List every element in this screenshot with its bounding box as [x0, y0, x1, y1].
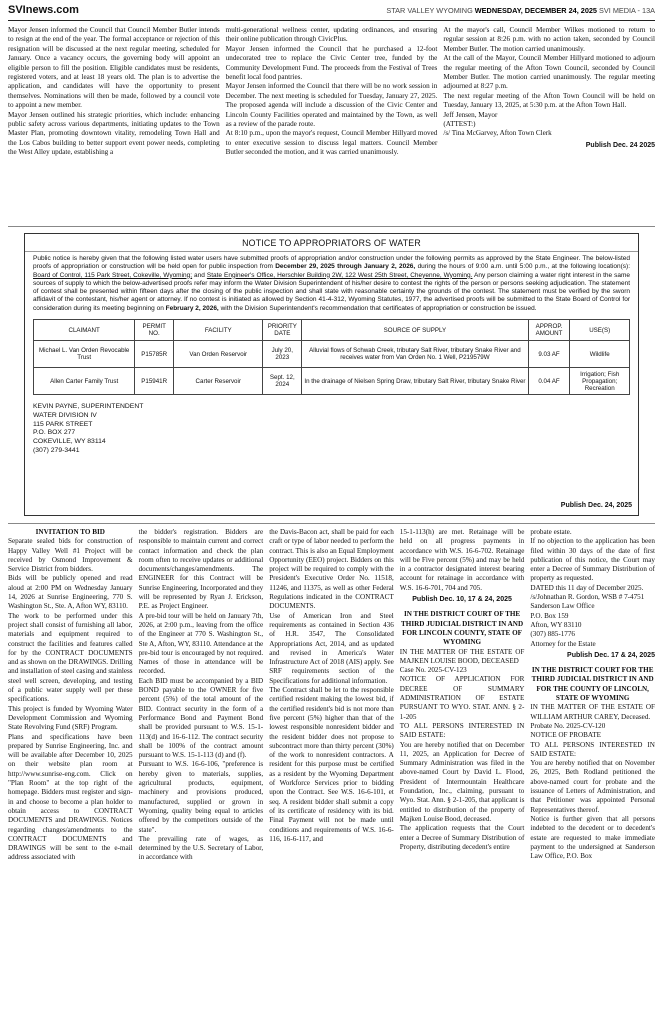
table-header-row — [34, 320, 630, 341]
address-line: P.O. Box 159 — [530, 611, 569, 620]
signature-line: Jeff Jensen, Mayor — [443, 110, 498, 119]
publish-line: Publish Dec. 17 & 24, 2025 — [567, 651, 655, 659]
bid-col-1 — [8, 528, 133, 863]
paragraph: Mayor Jensen informed the Council that he purchased a 12-foot undecorated tree to replace the Civic Center tree, funded by the Community Development Fund. The proceeds from the Festival of Trees benefit local food pantries. — [225, 44, 438, 82]
address-line: (307) 279-3441 — [33, 447, 80, 455]
paragraph: NOTICE OF APPLICATION FOR DECREE OF SUMMARY ADMINISTRATION OF ESTATE PURSUANT TO WYO. STAT. ANN. § 2-1-205 — [399, 675, 525, 721]
location-2: State Engineer's Office, Herschler Building 2W, 122 West 25th Street, Cheyenne, Wyoming. — [206, 271, 473, 279]
paragraph: IN THE MATTER OF THE ESTATE OF MAJKEN LOUISE BOOD, DECEASED — [399, 647, 525, 665]
paragraph: /s/Johnathan R. Gordon, WSB # 7-4751 — [530, 593, 645, 602]
court-heading: IN THE DISTRICT COURT FOR THE THIRD JUDICIAL DISTRICT IN AND FOR THE COUNTY OF LINCOLN, STATE OF WYOMING — [531, 666, 654, 703]
paragraph: Notice is further given that all persons indebted to the decedent or to decedent's estate are requested to make immediate payment to the undersigned at Sanderson Law Office, P.O. Box — [530, 814, 655, 861]
signature-line: (ATTEST:) — [443, 120, 476, 129]
paragraph: Mayor Jensen informed the Council that Council Member Butler intends to resign at the end of the year. The formal acceptance or rejection of this resignation will be discussed at the next regular meeting, scheduled for January. Once a vacancy occurs, the governing body will appoint an eligible person to fill the position. Eligible candidates must be residents, registered voters, and at least 18 years old. The plan is to advertise the application, and candidates will have the opportunity to present themselves. Nominations will then be made, followed by a council vote to appoint a new member. — [8, 26, 220, 110]
paragraph: probate estate. — [530, 528, 572, 536]
signature-line: /s/ Tina McGarvey, Afton Town Clerk — [443, 129, 552, 138]
table-cell: Wildlife — [570, 341, 630, 368]
paragraph: At 8:10 p.m., upon the mayor's request, Council Member Hillyard moved to enter executive session to discuss legal matters. Council Member Butler seconded the motion, and it was carried unanimously. — [225, 129, 438, 157]
paragraph: NOTICE OF PROBATE — [530, 731, 601, 740]
paragraph: Probate No. 2025-CV-120 — [530, 721, 606, 730]
paragraph: The next regular meeting of the Afton Town Council will be held on Tuesday, January 13, 2025, at 5:30 p.m. at the Afton Town Hall. — [443, 91, 656, 110]
publish-line: Publish Dec. 24 2025 — [585, 141, 656, 149]
paragraph: the bidder's registration. Bidders are responsible to maintain current and correct contact information and check the plan room often to receive updates or additional documents/changes/amendments. The ENGINEER for this Contract will be Sunrise Engineering, Incorporated and they will be represented by Ryan J. Erickson, P.E. as Project Engineer. — [138, 528, 264, 611]
table-cell: July 20, 2023 — [263, 341, 302, 368]
paragraph: Bids will be publicly opened and read aloud at 2:00 PM on Wednesday January 14, 2026 at Sunrise Engineering, 770 S. Washington St., Ste. A, Afton WY, 83110. — [8, 574, 133, 611]
paragraph: A pre-bid tour will be held on January 7th, 2026, at 2:00 p.m., leaving from the office of the Engineer at 770 S. Washington St., Ste A, Afton, WY, 83110. Attendance at the pre-bid tour is encouraged by not required. Names of those in attendance will be recorded. — [138, 611, 264, 676]
bid-col-2 — [139, 528, 264, 863]
site-name[interactable]: SVInews.com — [8, 4, 79, 16]
paragraph: DATED this 11 day of December 2025. — [530, 583, 644, 592]
column-header: USE(S) — [570, 320, 630, 341]
page-number: SVI MEDIA - 13A — [599, 6, 655, 15]
paragraph: Case No. 2025-CV-123 — [399, 666, 467, 675]
paragraph: Each BID must be accompanied by a BID BOND payable to the OWNER for five percent (5%) of the total amount of the BID. Contract security in the form of a Performance Bond and Payment Bond shall be provided pursuant to W.S. 15-1-113(d) and 16-6-112. The contract security shall be 100% of the contract amount pursuant to W.S. 15-1-113 (d) and (f). — [138, 676, 264, 760]
column-header: APPROP. AMOUNT — [528, 320, 570, 341]
table-cell: Sept. 12, 2024 — [263, 368, 302, 395]
issue-date: WEDNESDAY, DECEMBER 24, 2025 — [474, 6, 597, 15]
water-notice — [24, 233, 639, 516]
table-cell: P15785R — [135, 341, 174, 368]
superintendent-address — [33, 403, 630, 456]
notice-title: NOTICE TO APPROPRIATORS OF WATER — [25, 238, 638, 252]
paragraph: Plans and specifications have been prepared by Sunrise Engineering, Inc. and will be available after December 10, 2025 on their website plan room at http://www.sunrise-eng.com. Click on "Plan Room" at the top right of the homepage. Bidders must register and sign-in and choose to become a plan holder to obtain access to CONTRACT DOCUMENTS and DRAWINGS. Notices regarding changes/amendments to the CONTRACT DOCUMENTS and DRAWINGS will be sent to the e-mail address associated with — [8, 732, 133, 862]
address-line: 115 PARK STREET — [33, 420, 93, 428]
notice-body: Public notice is hereby given that the following listed water users have submitted proofs of appropriation and/or construction under the following permits as approved by the State Engineer. The below-listed proofs of appropriation or construction will be held open for public inspection from December 29, 2025 through January 2, 2026, during the hours of 9:00 a.m. until 5:00 p.m., at the following location(s): Board of Control, 115 Park Street, Cokeville, Wyoming; and State Engineer's Office, Herschler Building 2W, 122 West 25th Street, Cheyenne, Wyoming. Any person claiming a water right interest in the same sources of supply to which the below-advertised proofs refer may inform the Water Division Superintendent of his/her desire to contest the rights of the person or persons seeking adjudication. The statement of contest shall be presented within fifteen days after the closing of the public inspection and shall state with reasonable certainty the grounds of the contest. The statement must be verified by the sworn affidavit of the contestant, his/her agent or attorney. If no contest is initiated as allowed by Section 41-4-312, Wyoming Statutes, 1977, the advertised proofs will be submitted to the State Board of Control for consideration during its meeting beginning on February 2, 2026, with the Division Superintendent's recommendation that certificates of appropriation or construction be issued. — [33, 255, 630, 312]
paragraph: Mayor Jensen informed the Council that there will be no work session in December. The next meeting is scheduled for Tuesday, January 27, 2025. The proposed agenda will include a discussion of the Civic Center and Lincoln County Facilities operated and maintained by the Town, as well as a review of the parade route. — [225, 82, 438, 129]
table-cell: In the drainage of Nielsen Spring Draw, tributary Salt River, tributary Snake River — [302, 368, 528, 395]
table-cell: P15941R — [135, 368, 174, 395]
table-row — [34, 368, 630, 395]
paragraph: Mayor Jensen outlined his strategic priorities, which include: enhancing public safety across various departments, initiating updates to the Town Master Plan, promoting downtown vitality, remodeling Town Hall and the Los Cabos building to better support event power needs, completing the West Alley update, establishing a — [8, 110, 220, 157]
court-heading: IN THE DISTRICT COURT OF THE THIRD JUDICIAL DISTRICT IN AND FOR LINCOLN COUNTY, STATE OF WYOMING — [401, 610, 524, 647]
table-cell: Alluvial flows of Schwab Creek, tributary Salt River, tributary Snake River and receives water from Van Orden No. 1 Well, P219579W — [302, 341, 528, 368]
inspection-dates: December 29, 2025 through January 2, 2026, — [275, 263, 416, 271]
paragraph: The Contract shall be let to the responsible certified resident making the lowest bid, if the certified resident's bid is not more than five percent (5%) higher than that of the lowest responsible nonresident bidder and the resident bidder does not propose to subcontract more than thirty percent (30%) of the work to nonresident contractors. A resident for this purpose must be certified as a resident by the Wyoming Department of Workforce Services prior to bidding upon the Contract. See W.S. 16-6-101, et seq. A resident bidder shall submit a copy of its certificate of residency with its bid. Final Payment will not be made until conditions and requirements of W.S. 16-6-116, 16-6-117, and — [269, 686, 394, 843]
paragraph: If no objection to the application has been filed within 30 days of the date of first publication of this notice, the Court may enter a Decree of Summary Distribution of property as requested. — [530, 537, 655, 583]
paragraph: Pursuant to W.S. 16-6-106, "preference is hereby given to materials, supplies, agricultural products, equipment, machinery and provisions produced, manufactured, supplied or grown in Wyoming, quality being equal to articles offered by the competitors outside of the state". — [138, 760, 264, 834]
column-header: PRIORITY DATE — [263, 320, 302, 341]
paragraph: At the mayor's call, Council Member Wilkes motioned to return to regular session at 8:26 p.m. with no action taken, seconded by Council Member Butler. The motion carried unanimously. — [443, 26, 656, 53]
paragraph: Use of American Iron and Steel requirements as contained in Section 436 of H.R. 3547, The Consolidated Appropriations Act, 2014, and as updated and revised in America's Water Infrastructure Act of 2018 (AIS) apply. See SRF requirements section of the Specifications for additional information. — [269, 611, 394, 685]
paragraph: You are hereby notified that on December 11, 2025, an Application for Decree of Summary Administration was filed in the above-named Court by David L. Flood, President of Intermountain Healthcare Foundation, Inc., claiming, pursuant to Wyo. Stat. Ann. § 2-1-205, that applicant is entitled to distribution of the property of Majken Louise Bood, deceased. — [399, 740, 525, 823]
paragraph: This project is funded by Wyoming Water Development Commission and Wyoming State Revolving Fund (SRF) Program. — [8, 704, 133, 732]
paragraph: TO ALL PERSONS INTERESTED IN SAID ESTATE: — [399, 721, 525, 740]
paragraph: the Davis-Bacon act, shall be paid for each craft or type of labor needed to perform the contract. This is also an Equal Employment Opportunity (EEO) project. Bidders on this project will be required to comply with the President's Executive Order No. 11518, 11246, and 11375, as well as other Federal Regulations indicated in the CONTRACT DOCUMENTS. — [269, 528, 394, 611]
table-cell: Van Orden Reservoir — [174, 341, 263, 368]
table-row — [34, 341, 630, 368]
page-header — [8, 4, 655, 21]
minutes-col-1 — [8, 26, 220, 158]
publish-line: Publish Dec. 24, 2025 — [560, 502, 632, 509]
divider — [8, 523, 655, 524]
address-line: Sanderson Law Office — [530, 602, 595, 611]
table-cell: 0.04 AF — [528, 368, 570, 395]
table-cell: Irrigation; Fish Propagation; Recreation — [570, 368, 630, 395]
table-cell: Michael L. Van Orden Revocable Trust — [34, 341, 135, 368]
table-cell: Allen Carter Family Trust — [34, 368, 135, 395]
permits-table — [33, 319, 630, 395]
paragraph: The work to be performed under this project shall consist of furnishing all labor, materials and equipment required to construct the facilities and features called for by the CONTRACT DOCUMENTS and as shown on the DRAWINGS. Drilling and installation of steel casing and stainless steel well screen, developing, and testing of a public water supply well per these specifications. — [8, 611, 133, 704]
address-line: Afton, WY 83110 — [530, 620, 582, 629]
table-cell: 9.03 AF — [528, 341, 570, 368]
paragraph: You are hereby notified that on November 26, 2025, Beth Rodland petitioned the above-named court for probate and the issuance of Letters of Administration, and that Petitioner was appointed Personal Representatives thereof. — [530, 759, 655, 814]
paragraph: TO ALL PERSONS INTERESTED IN SAID ESTATE: — [530, 740, 655, 758]
location-1: Board of Control, 115 Park Street, Cokeville, Wyoming; — [33, 271, 193, 279]
paragraph: At the call of the Mayor, Council Member Hillyard motioned to adjourn the regular meeting of the Afton Town Council, seconded by Council Member Butler. The motion carried unanimously. The regular meeting adjourned at 8:27 p.m. — [443, 54, 656, 91]
column-header: CLAIMANT — [34, 320, 135, 341]
paragraph: The prevailing rate of wages, as determined by the U.S. Secretary of Labor, in accordance with — [138, 834, 264, 862]
address-line: (307) 885-1776 — [530, 630, 575, 639]
council-minutes — [8, 26, 655, 158]
address-line: KEVIN PAYNE, SUPERINTENDENT — [33, 403, 144, 411]
minutes-col-3 — [443, 26, 655, 158]
address-line: Attorney for the Estate — [530, 639, 596, 648]
address-line: COKEVILLE, WY 83114 — [33, 438, 106, 446]
legal-notices — [8, 528, 655, 863]
paper-name: STAR VALLEY WYOMING — [386, 6, 473, 15]
column-header: PERMIT NO. — [135, 320, 174, 341]
estate-col-5 — [530, 528, 655, 863]
paragraph: Separate sealed bids for construction of Happy Valley Well #1 Project will be received by Osmond Improvement & Service District from bidders. — [8, 537, 133, 574]
header-info — [386, 6, 655, 15]
address-line: P.O. BOX 277 — [33, 429, 76, 437]
paragraph: multi-generational wellness center, updating ordinances, and ensuring their online publication through CivicPlus. — [225, 26, 438, 44]
notice-heading: INVITATION TO BID — [35, 528, 105, 536]
table-cell: Carter Reservoir — [174, 368, 263, 395]
paragraph: 15-1-113(h) are met. Retainage will be held on all progress payments in accordance with W.S. 16-6-702. Retainage will be Five percent (5%) and may be held in a contractor designated interest bearing account for retainage in accordance with W.S. 16-6-701, 704 and 705. — [399, 528, 525, 592]
address-line: WATER DIVISION IV — [33, 411, 97, 419]
column-header: SOURCE OF SUPPLY — [302, 320, 528, 341]
minutes-col-2 — [226, 26, 438, 158]
paragraph: IN THE MATTER OF THE ESTATE OF WILLIAM ARTHUR CAREY, Deceased. — [530, 703, 655, 721]
bid-col-3 — [269, 528, 394, 863]
column-header: FACILITY — [174, 320, 263, 341]
board-meeting-date: February 2, 2026, — [165, 304, 219, 312]
paragraph: The application requests that the Court enter a Decree of Summary Distribution of Property, distributing decedent's entire — [399, 824, 525, 851]
divider — [8, 226, 655, 227]
publish-line: Publish Dec. 10, 17 & 24, 2025 — [412, 596, 512, 604]
estate-col-4 — [400, 528, 525, 863]
